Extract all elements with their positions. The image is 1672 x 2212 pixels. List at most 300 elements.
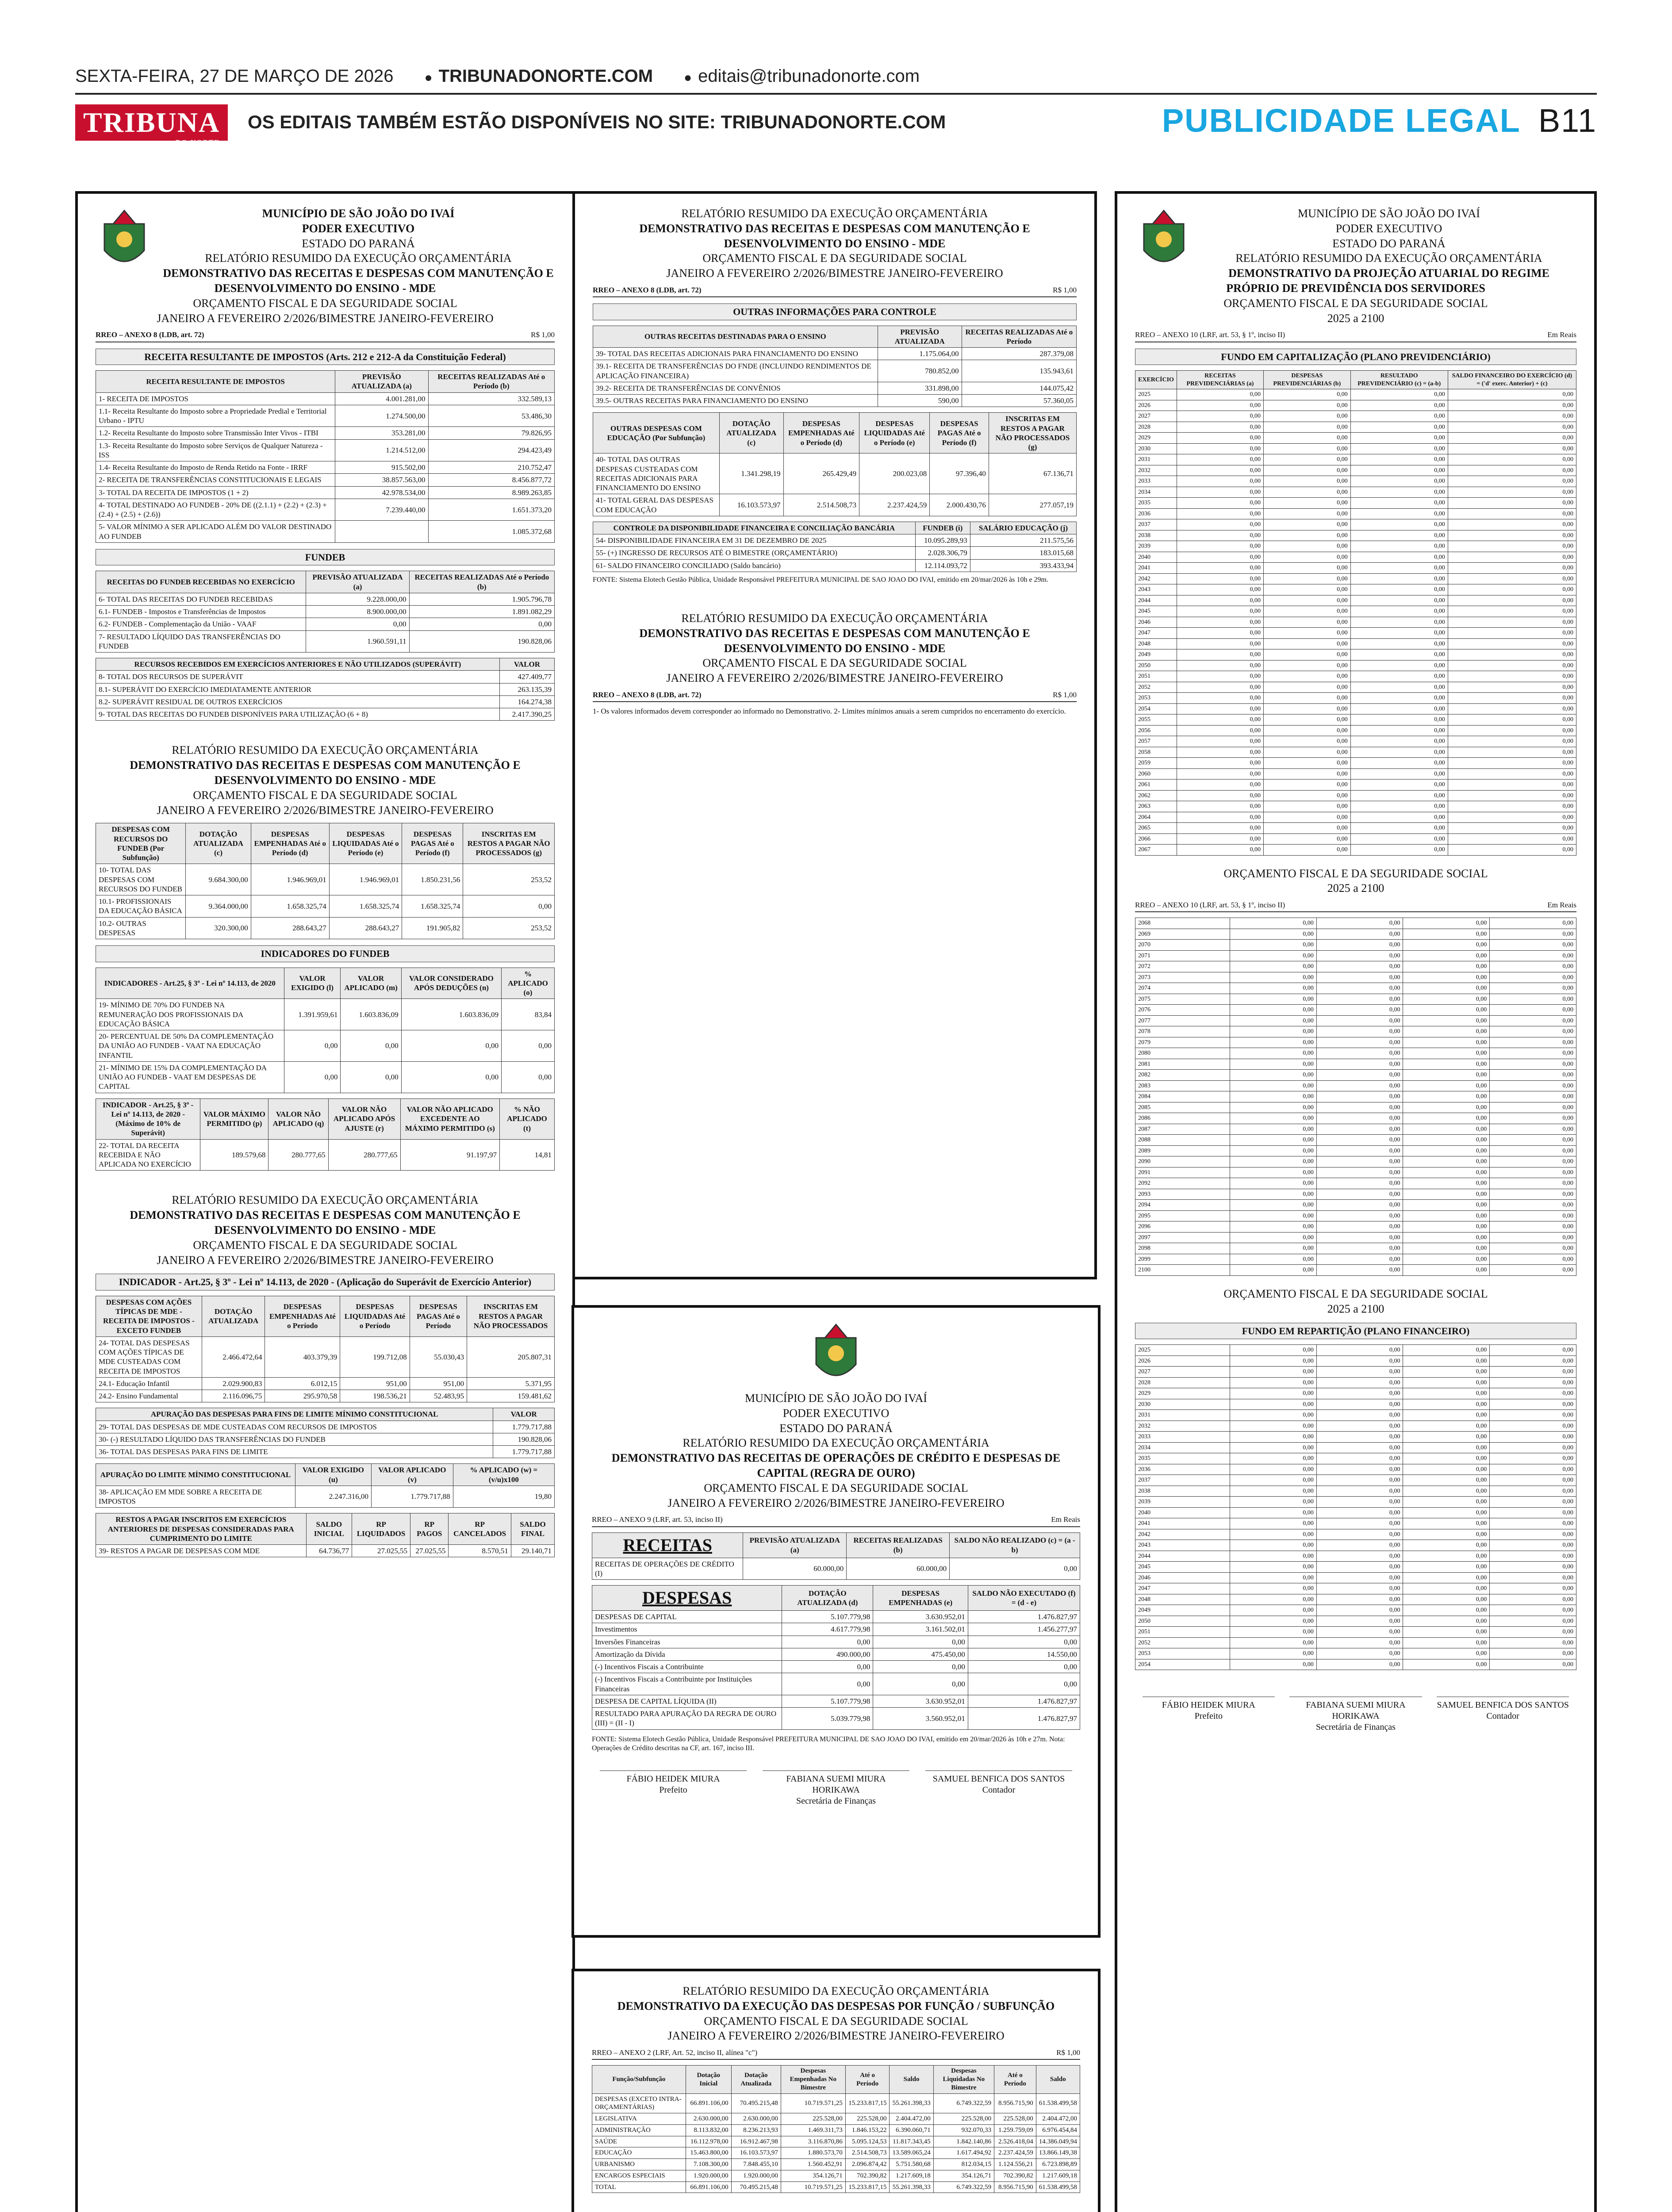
- year-cell: 2039: [1135, 541, 1177, 552]
- page-number: B11: [1538, 102, 1597, 139]
- table-cell: 8.456.877,72: [428, 474, 554, 486]
- table-cell: 1.476.827,97: [968, 1695, 1080, 1707]
- year-cell: 2044: [1135, 595, 1177, 606]
- periodo-4: JANEIRO A FEVEREIRO 2/2026/BIMESTRE JANEIRO-FEVEREIRO: [666, 267, 1003, 280]
- value-cell: 0,00: [1490, 1442, 1576, 1453]
- value-cell: 0,00: [1490, 1637, 1576, 1648]
- table-row: [1135, 1048, 1576, 1059]
- value-cell: 0,00: [1350, 628, 1448, 639]
- col-superavit: RECURSOS RECEBIDOS EM EXERCÍCIOS ANTERIORES E NÃO UTILIZADOS (SUPERÁVIT): [96, 658, 500, 671]
- receita-section-title: RECEITA RESULTANTE DE IMPOSTOS (Arts. 212 e 212-A da Constituição Federal): [96, 349, 555, 365]
- periodo-5: JANEIRO A FEVEREIRO 2/2026/BIMESTRE JANEIRO-FEVEREIRO: [666, 672, 1003, 685]
- table-cell: 812.034,15: [933, 2159, 994, 2170]
- table-cell: 0,00: [782, 1673, 873, 1695]
- table-row: [1135, 617, 1576, 628]
- table-cell: 0,00: [873, 1636, 968, 1648]
- od-c5: INSCRITAS EM RESTOS A PAGAR NÃO PROCESSADOS (g): [989, 413, 1076, 453]
- orcamento-6: ORÇAMENTO FISCAL E DA SEGURIDADE SOCIAL: [704, 1481, 968, 1494]
- table-cell: 2.417.390,25: [499, 708, 554, 721]
- value-cell: 0,00: [1230, 1243, 1317, 1254]
- year-cell: 2031: [1135, 454, 1177, 465]
- year-cell: 2037: [1135, 519, 1177, 530]
- unit-7: Em Reais: [1547, 901, 1576, 910]
- value-cell: 0,00: [1316, 1377, 1403, 1388]
- table-row: [96, 683, 555, 695]
- year-cell: 2053: [1135, 693, 1177, 704]
- value-cell: 0,00: [1230, 918, 1317, 929]
- table-cell: 61- SALDO FINANCEIRO CONCILIADO (Saldo bancário): [593, 559, 916, 572]
- outras-receitas-table: [593, 326, 1077, 407]
- value-cell: 0,00: [1448, 498, 1576, 509]
- table-row: [1135, 1637, 1576, 1648]
- value-cell: 0,00: [1177, 487, 1263, 498]
- rp-v5: 29.140,71: [511, 1545, 554, 1557]
- value-cell: 0,00: [1448, 411, 1576, 422]
- year-cell: 2084: [1135, 1091, 1230, 1102]
- table-cell: 8.113.832,00: [686, 2124, 731, 2136]
- value-cell: 0,00: [1448, 606, 1576, 617]
- value-cell: 0,00: [1403, 1529, 1490, 1540]
- table-row: [1135, 1432, 1576, 1443]
- year-cell: 2026: [1135, 400, 1177, 411]
- year-cell: 2040: [1135, 552, 1177, 563]
- od-c1: DOTAÇÃO ATUALIZADA (c): [719, 413, 783, 453]
- cr-v2: 60.000,00: [847, 1558, 950, 1580]
- value-cell: 0,00: [1448, 682, 1576, 693]
- value-cell: 0,00: [1177, 812, 1263, 823]
- anexo-4: RREO – ANEXO 9 (LRF, art. 53, inciso II): [592, 1515, 723, 1524]
- header-email[interactable]: [684, 66, 920, 86]
- value-cell: 0,00: [1490, 1551, 1576, 1562]
- value-cell: 0,00: [1230, 1070, 1317, 1081]
- value-cell: 0,00: [1448, 780, 1576, 791]
- value-cell: 0,00: [1448, 584, 1576, 595]
- value-cell: 0,00: [1230, 1048, 1317, 1059]
- maximo-table: [96, 1098, 555, 1171]
- table-cell: 0,00: [409, 618, 554, 630]
- table-row: [1135, 801, 1576, 812]
- table-row: [1135, 1616, 1576, 1627]
- value-cell: 0,00: [1448, 476, 1576, 487]
- fd-col4: DESPESAS LIQUIDADAS Até o Período (e): [329, 823, 402, 864]
- value-cell: 0,00: [1490, 1497, 1576, 1508]
- rp-c3: RP PAGOS: [410, 1513, 448, 1545]
- table-row: [1135, 595, 1576, 606]
- orcamento-10: ORÇAMENTO FISCAL E DA SEGURIDADE SOCIAL: [1223, 1287, 1488, 1300]
- value-cell: 0,00: [1264, 638, 1351, 649]
- table-row: [1135, 1605, 1576, 1616]
- value-cell: 0,00: [1448, 823, 1576, 834]
- table-row: [1135, 1388, 1576, 1399]
- table-cell: 0,00: [284, 1030, 341, 1062]
- table-cell: [335, 521, 428, 543]
- value-cell: 0,00: [1490, 950, 1576, 961]
- table-row: [1135, 790, 1576, 801]
- value-cell: 0,00: [1316, 940, 1403, 951]
- relatorio-2: RELATÓRIO RESUMIDO DA EXECUÇÃO ORÇAMENTÁRIA: [172, 744, 479, 757]
- atuarial-range-3: 2025 a 2100: [1327, 1302, 1384, 1315]
- value-cell: 0,00: [1177, 541, 1263, 552]
- relatorio: RELATÓRIO RESUMIDO DA EXECUÇÃO ORÇAMENTÁRIA: [205, 252, 512, 265]
- value-cell: 0,00: [1230, 1594, 1317, 1605]
- value-cell: 0,00: [1177, 768, 1263, 780]
- value-cell: 0,00: [1316, 1540, 1403, 1551]
- value-cell: 0,00: [1350, 606, 1448, 617]
- value-cell: 0,00: [1350, 801, 1448, 812]
- table-cell: 8.989.263,85: [428, 486, 554, 499]
- year-cell: 2048: [1135, 1594, 1230, 1605]
- value-cell: 0,00: [1490, 1421, 1576, 1432]
- sig3-name-3: SAMUEL BENFICA DOS SANTOS: [1437, 1700, 1569, 1710]
- year-cell: 2081: [1135, 1059, 1230, 1070]
- year-cell: 2053: [1135, 1648, 1230, 1659]
- sig3-role: Contador: [982, 1785, 1016, 1795]
- table-cell: 1.842.140,86: [933, 2136, 994, 2147]
- value-cell: 0,00: [1264, 530, 1351, 541]
- year-cell: 2047: [1135, 1583, 1230, 1594]
- table-cell: 0,00: [401, 1061, 501, 1093]
- value-cell: 0,00: [1264, 812, 1351, 823]
- value-cell: 0,00: [1316, 1059, 1403, 1070]
- doc-title-block-7: [592, 1984, 1080, 2043]
- value-cell: 0,00: [1264, 465, 1351, 476]
- table-row: [592, 1611, 1080, 1623]
- table-cell: 4.617.779,98: [782, 1623, 873, 1636]
- bullet-icon: ●: [424, 70, 433, 85]
- receitas-label: RECEITAS: [592, 1532, 743, 1558]
- value-cell: 0,00: [1403, 1210, 1490, 1221]
- table-row: [1135, 1572, 1576, 1583]
- table-cell: 295.970,58: [265, 1390, 340, 1402]
- table-cell: 1.214.512,00: [335, 439, 428, 461]
- value-cell: 0,00: [1350, 649, 1448, 661]
- table-row: [1135, 476, 1576, 487]
- value-cell: 0,00: [1448, 454, 1576, 465]
- table-row: [1135, 1145, 1576, 1156]
- value-cell: 0,00: [1448, 649, 1576, 661]
- value-cell: 0,00: [1403, 1572, 1490, 1583]
- cr-c1: PREVISÃO ATUALIZADA (a): [743, 1532, 847, 1558]
- fd-col1: DESPESAS COM RECURSOS DO FUNDEB (Por Subfunção): [96, 823, 186, 864]
- value-cell: 0,00: [1316, 1265, 1403, 1276]
- ml-c1: DOTAÇÃO ATUALIZADA: [202, 1296, 265, 1336]
- value-cell: 0,00: [1448, 400, 1576, 411]
- year-cell: 2039: [1135, 1497, 1230, 1508]
- value-cell: 0,00: [1177, 400, 1263, 411]
- table-row: [592, 2136, 1080, 2147]
- value-cell: 0,00: [1448, 573, 1576, 584]
- table-row: [1135, 1178, 1576, 1189]
- year-cell: 2038: [1135, 1486, 1230, 1497]
- or-col1: OUTRAS RECEITAS DESTINADAS PARA O ENSINO: [593, 326, 878, 348]
- aplic-c1: VALOR EXIGIDO (l): [284, 968, 341, 999]
- value-cell: 0,00: [1448, 487, 1576, 498]
- fn-c7: Até o Período: [994, 2066, 1036, 2093]
- max-c1: VALOR MÁXIMO PERMITIDO (p): [200, 1098, 268, 1139]
- cc-title: CONTROLE DA DISPONIBILIDADE FINANCEIRA E CONCILIAÇÃO BANCÁRIA: [593, 522, 916, 534]
- table-row: [96, 1377, 555, 1390]
- table-cell: 183.015,68: [970, 547, 1076, 559]
- value-cell: 0,00: [1316, 1399, 1403, 1410]
- value-cell: 0,00: [1316, 1507, 1403, 1518]
- table-row: [1135, 1091, 1576, 1102]
- table-cell: 14.386.049,94: [1036, 2136, 1080, 2147]
- table-row: [1135, 1475, 1576, 1486]
- header-site[interactable]: [424, 66, 653, 86]
- table-cell: 6.976.454,84: [1036, 2124, 1080, 2136]
- table-cell: 24- TOTAL DAS DESPESAS COM AÇÕES TÍPICAS DE MDE CUSTEADAS COM RECEITA DE IMPOSTOS: [96, 1336, 202, 1377]
- year-cell: 2032: [1135, 465, 1177, 476]
- funcao-heading: DEMONSTRATIVO DA EXECUÇÃO DAS DESPESAS POR FUNÇÃO / SUBFUNÇÃO: [617, 1999, 1055, 2012]
- table-cell: 211.575,56: [970, 534, 1076, 547]
- value-cell: 0,00: [1316, 1572, 1403, 1583]
- value-cell: 0,00: [1448, 422, 1576, 433]
- table-cell: (-) Incentivos Fiscais a Contribuinte por Instituições Financeiras: [592, 1673, 782, 1695]
- value-cell: 0,00: [1316, 1221, 1403, 1233]
- table-cell: 54- DISPONIBILIDADE FINANCEIRA EM 31 DE DEZEMBRO DE 2025: [593, 534, 916, 547]
- table-row: [1135, 389, 1576, 400]
- table-row: [592, 1648, 1080, 1660]
- table-cell: 15.233.817,15: [845, 2093, 890, 2113]
- table-row: [1135, 1124, 1576, 1135]
- col-real-2: RECEITAS REALIZADAS Até o Período (b): [409, 571, 554, 593]
- col-superavit-valor: VALOR: [499, 658, 554, 671]
- table-row: [592, 1708, 1080, 1730]
- value-cell: 0,00: [1490, 1200, 1576, 1211]
- table-row: [1135, 519, 1576, 530]
- or-col2: PREVISÃO ATUALIZADA: [878, 326, 962, 348]
- table-row: [96, 461, 555, 474]
- table-row: [1135, 693, 1576, 704]
- sig3-name: SAMUEL BENFICA DOS SANTOS: [932, 1774, 1065, 1784]
- year-cell: 2026: [1135, 1356, 1230, 1367]
- value-cell: 0,00: [1448, 465, 1576, 476]
- table-cell: 6- TOTAL DAS RECEITAS DO FUNDEB RECEBIDAS: [96, 593, 306, 605]
- table-cell: 5.751.580,68: [890, 2159, 933, 2170]
- conciliacao-table: [593, 522, 1077, 572]
- fundeb-title: FUNDEB: [96, 549, 555, 566]
- table-row: [593, 547, 1077, 559]
- at-c2: DESPESAS PREVIDENCIÁRIAS (b): [1264, 371, 1351, 389]
- table-cell: 951,00: [410, 1377, 467, 1390]
- table-cell: 1.658.325,74: [329, 895, 402, 918]
- table-cell: 1.617.494,92: [933, 2147, 994, 2159]
- table-row: [593, 494, 1077, 516]
- value-cell: 0,00: [1403, 1070, 1490, 1081]
- value-cell: 0,00: [1448, 660, 1576, 671]
- table-cell: 1.560.452,91: [781, 2159, 845, 2170]
- year-cell: 2043: [1135, 584, 1177, 595]
- table-cell: 39.2- RECEITA DE TRANSFERÊNCIAS DE CONVÊNIOS: [593, 382, 878, 394]
- table-cell: 29- TOTAL DAS DESPESAS DE MDE CUSTEADAS COM RECURSOS DE IMPOSTOS: [96, 1421, 493, 1433]
- value-cell: 0,00: [1490, 1388, 1576, 1399]
- at-c3: RESULTADO PREVIDENCIÁRIO (c) = (a-b): [1350, 371, 1448, 389]
- unit-5: R$ 1,00: [1056, 2048, 1080, 2057]
- table-cell: 39.5- OUTRAS RECEITAS PARA FINANCIAMENTO DO ENSINO: [593, 395, 878, 407]
- table-cell: 11.817.343,45: [890, 2136, 933, 2147]
- table-cell: TOTAL: [592, 2181, 686, 2193]
- table-row: [1135, 400, 1576, 411]
- value-cell: 0,00: [1264, 671, 1351, 682]
- value-cell: 0,00: [1350, 812, 1448, 823]
- table-row: [1135, 671, 1576, 682]
- value-cell: 0,00: [1490, 1594, 1576, 1605]
- value-cell: 0,00: [1490, 1572, 1576, 1583]
- table-row: [1135, 1410, 1576, 1421]
- value-cell: 0,00: [1316, 1135, 1403, 1146]
- value-cell: 0,00: [1448, 541, 1576, 552]
- table-cell: 1.946.969,01: [329, 864, 402, 895]
- value-cell: 0,00: [1448, 508, 1576, 519]
- table-row: [1135, 1399, 1576, 1410]
- year-cell: 2067: [1135, 845, 1177, 856]
- table-row: [1135, 950, 1576, 961]
- table-cell: 0,00: [873, 1661, 968, 1673]
- year-cell: 2075: [1135, 994, 1230, 1005]
- mde-despesa-table: [96, 1296, 555, 1403]
- value-cell: 0,00: [1490, 1254, 1576, 1265]
- table-cell: 0,00: [284, 1061, 341, 1093]
- table-cell: 1.920.000,00: [731, 2170, 781, 2181]
- table-row: [96, 917, 555, 939]
- value-cell: 0,00: [1403, 1518, 1490, 1529]
- table-cell: 198.536,21: [340, 1390, 410, 1402]
- table-cell: 1.341.298,19: [719, 453, 783, 494]
- table-row: [1135, 1070, 1576, 1081]
- table-cell: 0,00: [341, 1030, 401, 1062]
- value-cell: 0,00: [1490, 972, 1576, 983]
- table-cell: 1.1- Receita Resultante do Imposto sobre a Propriedade Predial e Territorial Urbano - IPTU: [96, 405, 335, 427]
- value-cell: 0,00: [1448, 671, 1576, 682]
- value-cell: 0,00: [1264, 563, 1351, 574]
- anexo: RREO – ANEXO 8 (LDB, art. 72): [96, 330, 204, 339]
- value-cell: 0,00: [1316, 1627, 1403, 1638]
- table-cell: RESULTADO PARA APURAÇÃO DA REGRA DE OURO (III) = (II - I): [592, 1708, 782, 1730]
- value-cell: 0,00: [1230, 1367, 1317, 1378]
- table-row: [1135, 747, 1576, 758]
- value-cell: 0,00: [1403, 1254, 1490, 1265]
- year-cell: 2047: [1135, 628, 1177, 639]
- value-cell: 0,00: [1230, 1221, 1317, 1233]
- table-cell: 332.589,13: [428, 392, 554, 405]
- table-row: [1135, 628, 1576, 639]
- table-cell: 2.116.096,75: [202, 1390, 265, 1402]
- value-cell: 0,00: [1264, 541, 1351, 552]
- value-cell: 0,00: [1448, 628, 1576, 639]
- table-cell: 6.2- FUNDEB - Complementação da União - VAAF: [96, 618, 306, 630]
- table-cell: 1.2- Receita Resultante do Imposto sobre Transmissão Inter Vivos - ITBI: [96, 427, 335, 439]
- value-cell: 0,00: [1350, 725, 1448, 736]
- table-cell: 14.550,00: [968, 1648, 1080, 1660]
- value-cell: 0,00: [1177, 563, 1263, 574]
- table-cell: ADMINISTRAÇÃO: [592, 2124, 686, 2136]
- value-cell: 0,00: [1490, 1605, 1576, 1616]
- table-cell: 253,52: [463, 917, 555, 939]
- table-cell: 353.281,00: [335, 427, 428, 439]
- mde-lower-heading: DEMONSTRATIVO DAS RECEITAS E DESPESAS COM MANUTENÇÃO E DESENVOLVIMENTO DO ENSINO - MDE: [130, 1209, 521, 1237]
- value-cell: 0,00: [1350, 845, 1448, 856]
- table-cell: 4- TOTAL DESTINADO AO FUNDEB - 20% DE ((2.1.1) + (2.2) + (2.3) + (2.4) + (2.5) + (2.6)): [96, 499, 335, 521]
- table-cell: 191.905,82: [402, 917, 463, 939]
- value-cell: 0,00: [1490, 1377, 1576, 1388]
- table-cell: Inversões Financeiras: [592, 1636, 782, 1648]
- value-cell: 0,00: [1316, 1113, 1403, 1124]
- notas-heading: DEMONSTRATIVO DAS RECEITAS E DESPESAS COM MANUTENÇÃO E DESENVOLVIMENTO DO ENSINO - MDE: [639, 626, 1030, 655]
- value-cell: 0,00: [1403, 1167, 1490, 1178]
- value-cell: 0,00: [1490, 983, 1576, 994]
- relatorio-6: RELATÓRIO RESUMIDO DA EXECUÇÃO ORÇAMENTÁRIA: [683, 1436, 989, 1450]
- table-cell: 277.057,19: [989, 494, 1076, 516]
- table-cell: 0,00: [782, 1636, 873, 1648]
- fd-col6: INSCRITAS EM RESTOS A PAGAR NÃO PROCESSADOS (g): [463, 823, 555, 864]
- table-row: [1135, 530, 1576, 541]
- table-cell: 951,00: [340, 1377, 410, 1390]
- value-cell: 0,00: [1316, 1464, 1403, 1475]
- table-row: [1135, 1015, 1576, 1026]
- value-cell: 0,00: [1448, 714, 1576, 726]
- value-cell: 0,00: [1490, 1243, 1576, 1254]
- table-cell: 2.404.472,00: [890, 2113, 933, 2125]
- rp-v4: 8.570,51: [449, 1545, 511, 1557]
- table-cell: 24.1- Educação Infantil: [96, 1377, 202, 1390]
- value-cell: 0,00: [1490, 1167, 1576, 1178]
- value-cell: 0,00: [1316, 1254, 1403, 1265]
- value-cell: 0,00: [1403, 1232, 1490, 1243]
- value-cell: 0,00: [1316, 1616, 1403, 1627]
- table-row: [96, 695, 555, 708]
- value-cell: 0,00: [1403, 972, 1490, 983]
- signature-prefeito: [600, 1770, 746, 1807]
- value-cell: 0,00: [1490, 1048, 1576, 1059]
- value-cell: 0,00: [1264, 606, 1351, 617]
- value-cell: 0,00: [1230, 1189, 1317, 1200]
- table-row: [1135, 584, 1576, 595]
- signatures-block-3: [1135, 1697, 1576, 1733]
- max-v2: 280.777,65: [268, 1139, 328, 1171]
- signature-secretaria-3: [1289, 1697, 1422, 1733]
- table-row: [1135, 1497, 1576, 1508]
- value-cell: 0,00: [1403, 1399, 1490, 1410]
- value-cell: 0,00: [1490, 1059, 1576, 1070]
- table-row: [1135, 573, 1576, 584]
- table-cell: 2.237.424,59: [859, 494, 930, 516]
- signature-contador: [925, 1770, 1072, 1807]
- value-cell: 0,00: [1230, 1210, 1317, 1221]
- table-cell: 354.126,71: [781, 2170, 845, 2181]
- at-c1: RECEITAS PREVIDENCIÁRIAS (a): [1177, 371, 1263, 389]
- fd-col5: DESPESAS PAGAS Até o Período (f): [402, 823, 463, 864]
- table-cell: 9.364.000,00: [186, 895, 251, 918]
- value-cell: 0,00: [1350, 736, 1448, 747]
- table-cell: 6.749.322,59: [933, 2093, 994, 2113]
- fund1-title: FUNDO EM CAPITALIZAÇÃO (PLANO PREVIDENCIÁRIO): [1135, 349, 1576, 365]
- table-cell: 393.433,94: [970, 559, 1076, 572]
- table-cell: 1.175.064,00: [878, 348, 962, 360]
- table-cell: 1.603.836,09: [401, 999, 501, 1030]
- editais-note: OS EDITAIS TAMBÉM ESTÃO DISPONÍVEIS NO SITE: TRIBUNADONORTE.COM: [248, 111, 946, 132]
- value-cell: 0,00: [1264, 725, 1351, 736]
- table-row: [1135, 725, 1576, 736]
- value-cell: 0,00: [1316, 1486, 1403, 1497]
- signature-prefeito-3: [1143, 1697, 1275, 1733]
- value-cell: 0,00: [1177, 638, 1263, 649]
- table-cell: 2.466.472,64: [202, 1336, 265, 1377]
- value-cell: 0,00: [1448, 768, 1576, 780]
- value-cell: 0,00: [1230, 983, 1317, 994]
- value-cell: 0,00: [1316, 1367, 1403, 1378]
- anexo-2: RREO – ANEXO 8 (LDB, art. 72): [593, 285, 702, 294]
- value-cell: 0,00: [1316, 1005, 1403, 1016]
